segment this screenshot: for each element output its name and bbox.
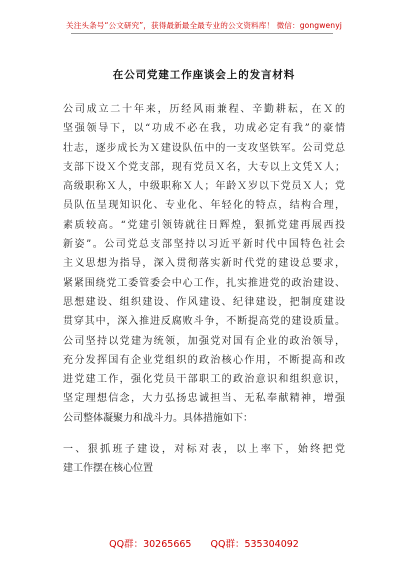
header-divider (71, 33, 333, 34)
text-line: 进党建工作，强化党员干部职工的政治意识和组织意识， (63, 374, 345, 386)
text-line: 一、狠抓班子建设，对标对表，以上率下，始终把党 (63, 444, 345, 456)
text-line: 新姿”。公司党总支部坚持以习近平新时代中国特色社会 (63, 239, 345, 251)
document-body (63, 100, 345, 479)
text-line: 员队伍呈现知识化、专业化、年轻化的特点，结构合理， (63, 200, 345, 212)
footer-qq-group-2: QQ群：535304092 (210, 539, 299, 550)
text-line: 公司整体凝聚力和战斗力。具体措施如下： (63, 412, 253, 424)
text-line: 坚强领导下，以“功成不必在我，功成必定有我”的豪情 (63, 123, 345, 135)
text-line: 壮志，逐步成长为Ｘ建设队伍中的一支攻坚铁军。公司党总 (63, 142, 345, 154)
text-line: 思想建设、组织建设、作风建设、纪律建设，把制度建设 (63, 296, 345, 308)
text-line: 公司坚持以党建为统领，加强党对国有企业的政治领导， (63, 335, 345, 347)
footer-qq-group-1: QQ群：30265665 (109, 539, 192, 550)
paragraph-intro (63, 100, 345, 428)
text-line: 主义思想为指导，深入贯彻落实新时代党的建设总要求， (63, 258, 345, 270)
text-line: 坚定理想信念，大力弘扬忠诚担当、无私奉献精神，增强 (63, 393, 345, 405)
text-line: 支部下设Ｘ个党支部，现有党员Ｘ名，大专以上文凭Ｘ人； (63, 161, 345, 173)
paragraph-gap (63, 428, 345, 440)
footer-contact (0, 536, 408, 550)
text-line: 充分发挥国有企业党组织的政治核心作用，不断提高和改 (63, 354, 345, 366)
text-line: 建工作摆在核心位置 (63, 463, 153, 475)
text-line: 贯穿其中，深入推进反腐败斗争，不断提高党的建设质量。 (63, 316, 345, 328)
paragraph-measure-1 (63, 440, 345, 479)
text-line: 素质较高。“党建引领铸就往日辉煌，狠抓党建再展西投 (63, 219, 345, 231)
text-line: 紧紧围绕党工委管委会中心工作，扎实推进党的政治建设、 (63, 277, 345, 289)
text-line: 公司成立二十年来，历经风雨兼程、辛勤耕耘，在Ｘ的 (63, 104, 345, 115)
header-promo-note: 关注头条号“公文研究”，获得最新最全最专业的公文资料库！ 微信：gongwenyj (66, 21, 342, 30)
document-title: 在公司党建工作座谈会上的发言材料 (112, 69, 296, 81)
text-line: 高级职称Ｘ人，中级职称Ｘ人；年龄Ｘ岁以下党员Ｘ人；党 (63, 181, 345, 193)
